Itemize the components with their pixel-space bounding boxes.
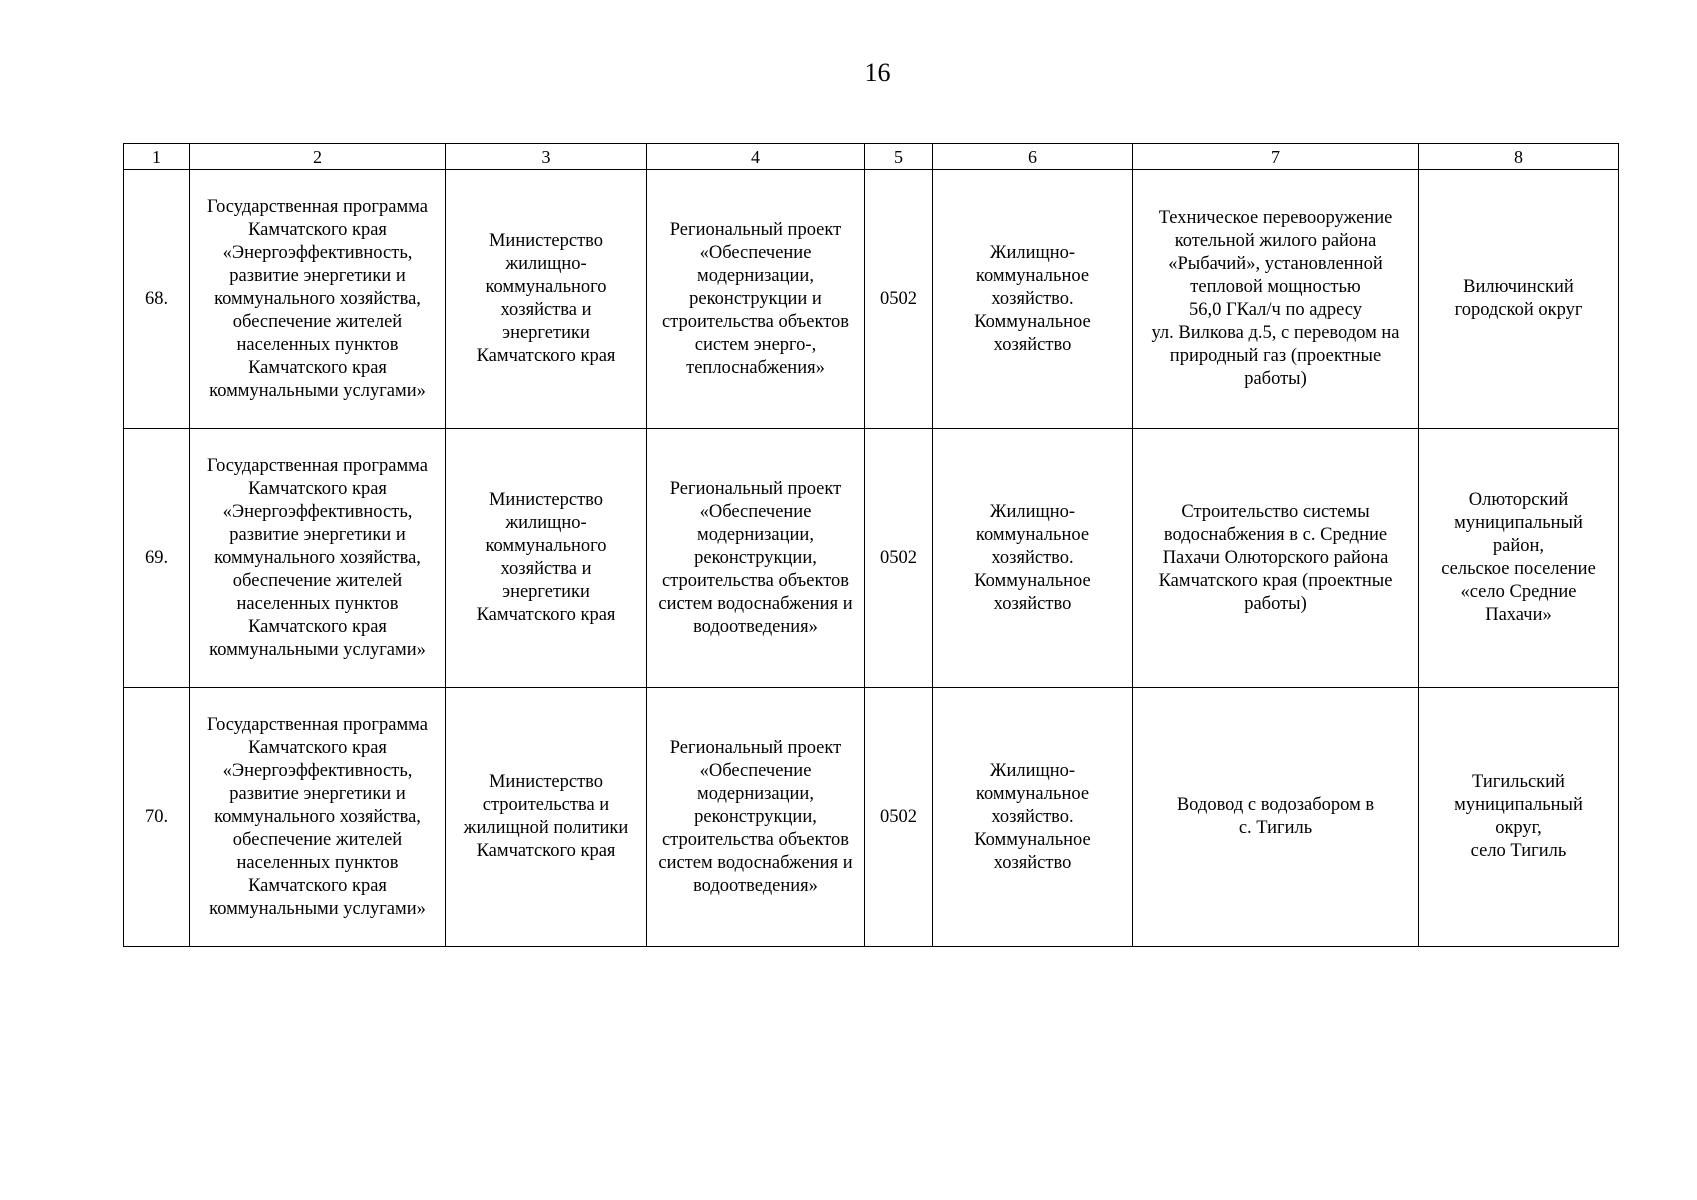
header-cell-7: 7 <box>1133 144 1419 170</box>
row-number: 68. <box>124 170 190 429</box>
header-cell-5: 5 <box>865 144 933 170</box>
program-cell: Государственная программа Камчатского края «Энергоэффективность, развитие энергетики и коммунального хозяйства, обеспечение жителей населенных пунктов Камчатского края коммунальными услугами» <box>190 170 446 429</box>
header-cell-8: 8 <box>1419 144 1619 170</box>
header-cell-4: 4 <box>647 144 865 170</box>
header-cell-1: 1 <box>124 144 190 170</box>
table-row <box>124 170 1619 429</box>
ministry-cell: Министерство жилищно- коммунального хозяйства и энергетики Камчатского края <box>446 429 647 688</box>
sector-cell: Жилищно- коммунальное хозяйство. Коммунальное хозяйство <box>933 688 1133 947</box>
header-cell-6: 6 <box>933 144 1133 170</box>
code-cell: 0502 <box>865 688 933 947</box>
object-cell: Строительство системы водоснабжения в с. Средние Пахачи Олюторского района Камчатского края (проектные работы) <box>1133 429 1419 688</box>
ministry-cell: Министерство жилищно- коммунального хозяйства и энергетики Камчатского края <box>446 170 647 429</box>
program-cell: Государственная программа Камчатского края «Энергоэффективность, развитие энергетики и коммунального хозяйства, обеспечение жителей населенных пунктов Камчатского края коммунальными услугами» <box>190 688 446 947</box>
row-number: 69. <box>124 429 190 688</box>
project-cell: Региональный проект «Обеспечение модернизации, реконструкции и строительства объектов систем энерго-, теплоснабжения» <box>647 170 865 429</box>
project-cell: Региональный проект «Обеспечение модернизации, реконструкции, строительства объектов систем водоснабжения и водоотведения» <box>647 429 865 688</box>
location-cell: Вилючинский городской округ <box>1419 170 1619 429</box>
object-cell: Техническое перевооружение котельной жилого района «Рыбачий», установленной тепловой мощностью 56,0 ГКал/ч по адресу ул. Вилкова д.5, с переводом на природный газ (проектные работы) <box>1133 170 1419 429</box>
row-number: 70. <box>124 688 190 947</box>
page-number: 16 <box>864 58 891 87</box>
project-cell: Региональный проект «Обеспечение модернизации, реконструкции, строительства объектов систем водоснабжения и водоотведения» <box>647 688 865 947</box>
code-cell: 0502 <box>865 429 933 688</box>
header-cell-3: 3 <box>446 144 647 170</box>
location-cell: Тигильский муниципальный округ, село Тигиль <box>1419 688 1619 947</box>
program-cell: Государственная программа Камчатского края «Энергоэффективность, развитие энергетики и коммунального хозяйства, обеспечение жителей населенных пунктов Камчатского края коммунальными услугами» <box>190 429 446 688</box>
table-row <box>124 688 1619 947</box>
object-cell: Водовод с водозабором в с. Тигиль <box>1133 688 1419 947</box>
header-cell-2: 2 <box>190 144 446 170</box>
ministry-cell: Министерство строительства и жилищной политики Камчатского края <box>446 688 647 947</box>
data-table <box>123 143 1619 947</box>
sector-cell: Жилищно- коммунальное хозяйство. Коммунальное хозяйство <box>933 170 1133 429</box>
code-cell: 0502 <box>865 170 933 429</box>
header-row <box>124 144 1619 170</box>
location-cell: Олюторский муниципальный район, сельское поселение «село Средние Пахачи» <box>1419 429 1619 688</box>
sector-cell: Жилищно- коммунальное хозяйство. Коммунальное хозяйство <box>933 429 1133 688</box>
table-row <box>124 429 1619 688</box>
